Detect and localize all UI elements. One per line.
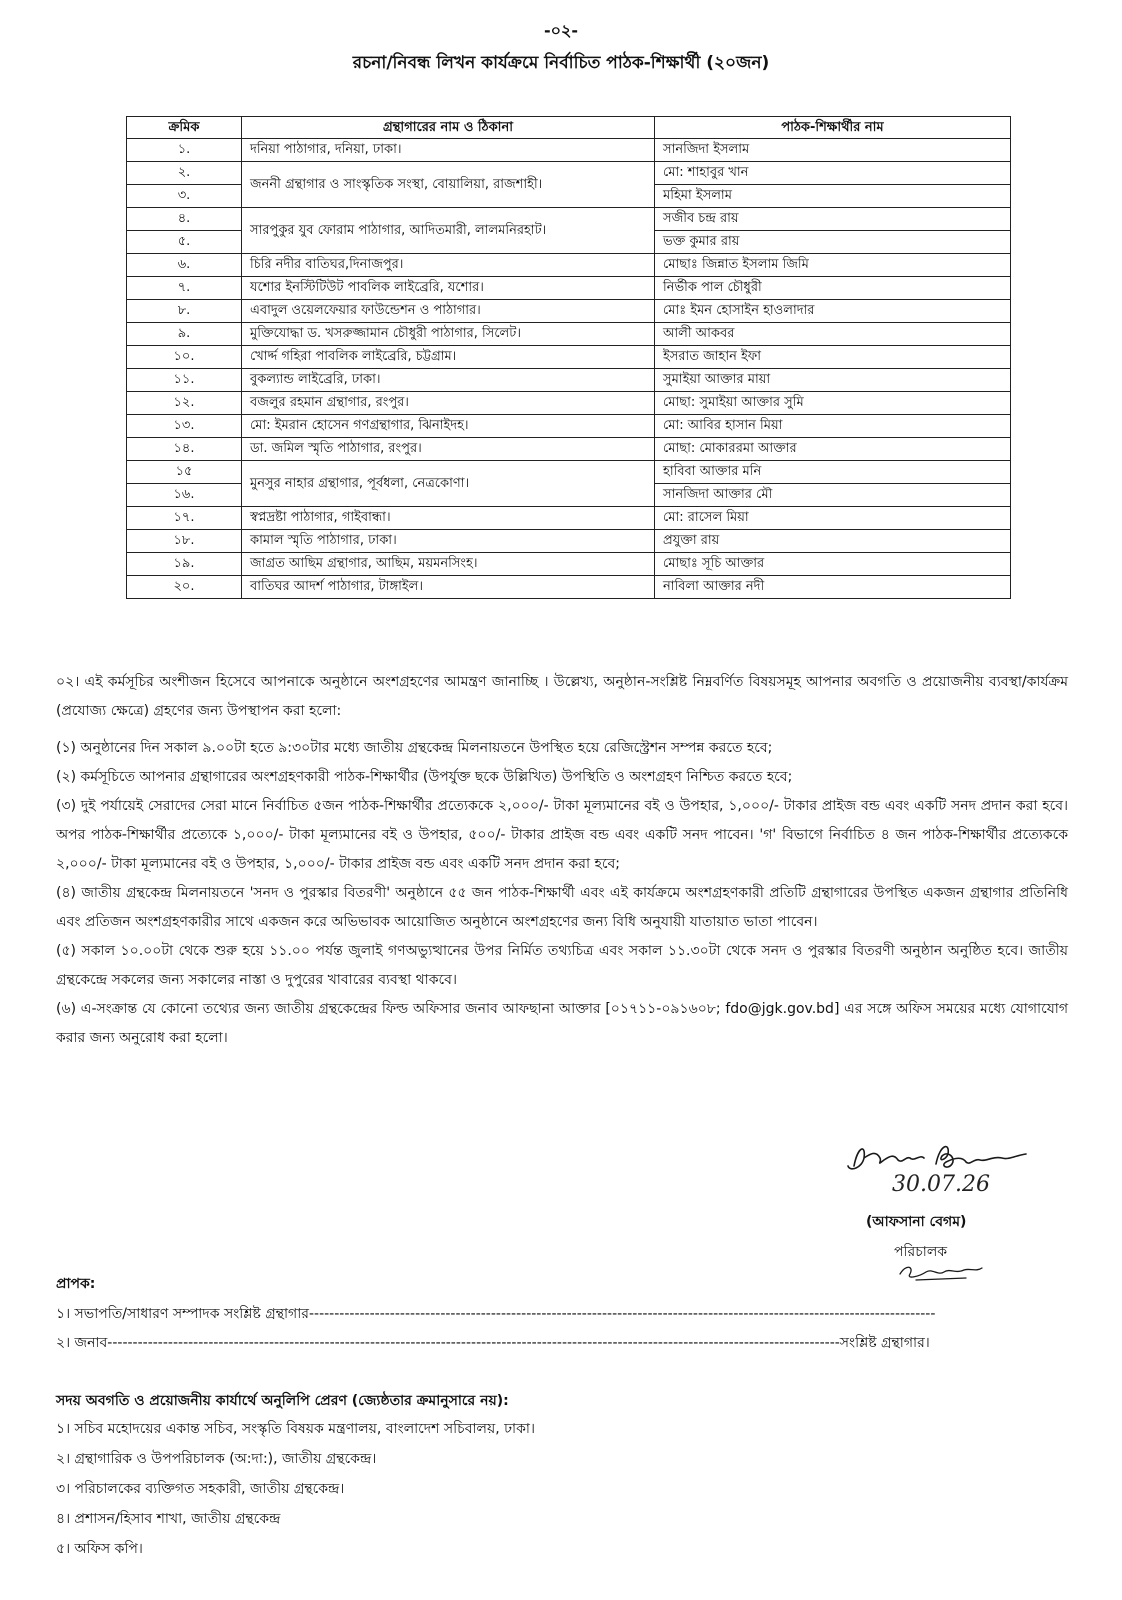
column-header-student: পাঠক-শিক্ষার্থীর নাম: [655, 117, 1011, 139]
table-row: [127, 576, 1011, 599]
student-cell: ইসরাত জাহান ইফা: [655, 346, 1011, 369]
library-cell: চিরি নদীর বাতিঘর,দিনাজপুর।: [242, 254, 655, 277]
student-cell: মোছাঃ সূচি আক্তার: [655, 553, 1011, 576]
signatory-name: (আফসানা বেগম): [866, 1214, 967, 1230]
student-cell: নাবিলা আক্তার নদী: [655, 576, 1011, 599]
library-cell: মুক্তিযোদ্ধা ড. খসরুজ্জামান চৌধুরী পাঠাগার, সিলেট।: [242, 323, 655, 346]
serial-cell: ১৭.: [127, 507, 242, 530]
list-item: ৩। পরিচালকের ব্যক্তিগত সহকারী, জাতীয় গ্রন্থকেন্দ্র।: [56, 1481, 345, 1497]
serial-cell: ১৬.: [127, 484, 242, 507]
table-row: [127, 323, 1011, 346]
table-row: [127, 392, 1011, 415]
library-cell: বুকল্যান্ড লাইব্রেরি, ঢাকা।: [242, 369, 655, 392]
student-cell: প্রযুক্তা রায়: [655, 530, 1011, 553]
serial-cell: ৯.: [127, 323, 242, 346]
initials-scribble: [896, 1260, 986, 1284]
table-row: [127, 300, 1011, 323]
library-cell: দনিয়া পাঠাগার, দনিয়া, ঢাকা।: [242, 139, 655, 162]
library-cell: যশোর ইনস্টিটিউট পাবলিক লাইব্রেরি, যশোর।: [242, 277, 655, 300]
library-cell: জননী গ্রন্থাগার ও সাংস্কৃতিক সংস্থা, বোয়ালিয়া, রাজশাহী।: [242, 162, 655, 208]
student-cell: মোছা: মোকাররমা আক্তার: [655, 438, 1011, 461]
serial-cell: ৬.: [127, 254, 242, 277]
table-row: [127, 346, 1011, 369]
recipient-line-2: ২। জনাব-------------------------------------------------------------------------------------------------------------------------------------------------সংশ্লিষ্ট গ্রন্থাগার।: [56, 1335, 930, 1351]
copy-distribution-list: [56, 1414, 535, 1564]
library-cell: মো: ইমরান হোসেন গণগ্রন্থাগার, ঝিনাইদহ।: [242, 415, 655, 438]
table-header-row: [127, 117, 1011, 139]
student-cell: হাবিবা আক্তার মনি: [655, 461, 1011, 484]
letter-body: [56, 668, 1068, 1053]
serial-cell: ২.: [127, 162, 242, 185]
serial-cell: ২০.: [127, 576, 242, 599]
paragraph-item-4: (৪) জাতীয় গ্রন্থকেন্দ্র মিলনায়তনে 'সনদ ও পুরস্কার বিতরণী' অনুষ্ঠানে ৫৫ জন পাঠক-শিক্ষার্থী এবং এই কার্যক্রমে অংশগ্রহণকারী প্রতিটি গ্রন্থাগারের উপস্থিত একজন গ্রন্থাগার প্রতিনিধি এবং প্রতিজন অংশগ্রহণকারীর সাথে একজন করে অভিভাবক আয়োজিত অনুষ্ঠানে অংশগ্রহণের জন্য বিধি অনুযায়ী যাতায়াত ভাতা পাবেন।: [56, 885, 1068, 930]
library-cell: কামাল স্মৃতি পাঠাগার, ঢাকা।: [242, 530, 655, 553]
library-cell: ডা. জমিল স্মৃতি পাঠাগার, রংপুর।: [242, 438, 655, 461]
serial-cell: ৮.: [127, 300, 242, 323]
library-cell: বাতিঘর আদর্শ পাঠাগার, টাঙ্গাইল।: [242, 576, 655, 599]
column-header-serial: ক্রমিক: [127, 117, 242, 139]
serial-cell: ১৯.: [127, 553, 242, 576]
signature-date: 30.07.26: [892, 1172, 990, 1197]
serial-cell: ৪.: [127, 208, 242, 231]
serial-cell: ১৪.: [127, 438, 242, 461]
paragraph-item-3: (৩) দুই পর্যায়েই সেরাদের সেরা মানে নির্বাচিত ৫জন পাঠক-শিক্ষার্থীর প্রত্যেককে ২,০০০/- টাকা মূল্যমানের বই ও উপহার, ১,০০০/- টাকার প্রাইজ বন্ড এবং একটি সনদ প্রদান করা হবে। অপর পাঠক-শিক্ষার্থীর প্রত্যেকে ১,০০০/- টাকা মূল্যমানের বই ও উপহার, ৫০০/- টাকার প্রাইজ বন্ড এবং একটি সনদ পাবেন। 'গ' বিভাগে নির্বাচিত ৪ জন পাঠক-শিক্ষার্থীর প্রত্যেককে ২,০০০/- টাকা মূল্যমানের বই ও উপহার, ১,০০০/- টাকার প্রাইজ বন্ড এবং একটি সনদ প্রদান করা হবে;: [56, 798, 1068, 872]
library-cell: মুনসুর নাহার গ্রন্থাগার, পূর্বধলা, নেত্রকোণা।: [242, 461, 655, 507]
paragraph-item-6: (৬) এ-সংক্রান্ত যে কোনো তথ্যের জন্য জাতীয় গ্রন্থকেন্দ্রের ফিল্ড অফিসার জনাব আফছানা আক্তার [০১৭১১-০৯১৬০৮; fdo@jgk.gov.bd] এর সঙ্গে অফিস সময়ের মধ্যে যোগাযোগ করার জন্য অনুরোধ করা হলো।: [56, 1001, 1068, 1046]
paragraph-item-1: (১) অনুষ্ঠানের দিন সকাল ৯.০০টা হতে ৯:৩০টার মধ্যে জাতীয় গ্রন্থকেন্দ্র মিলনায়তনে উপস্থিত হয়ে রেজিস্ট্রেশন সম্পন্ন করতে হবে;: [56, 740, 773, 756]
serial-cell: ১৮.: [127, 530, 242, 553]
paragraph-item-2: (২) কর্মসূচিতে আপনার গ্রন্থাগারের অংশগ্রহণকারী পাঠক-শিক্ষার্থীর (উপর্যুক্ত ছকে উল্লিখিত) উপস্থিতি ও অংশগ্রহণ নিশ্চিত করতে হবে;: [56, 769, 793, 785]
library-cell: স্বপ্নদ্রষ্টা পাঠাগার, গাইবান্ধা।: [242, 507, 655, 530]
serial-cell: ১.: [127, 139, 242, 162]
library-cell: বজলুর রহমান গ্রন্থাগার, রংপুর।: [242, 392, 655, 415]
list-item: ২। গ্রন্থাগারিক ও উপপরিচালক (অ:দা:), জাতীয় গ্রন্থকেন্দ্র।: [56, 1451, 377, 1467]
table-row: [127, 461, 1011, 484]
list-item: ১। সচিব মহোদয়ের একান্ত সচিব, সংস্কৃতি বিষয়ক মন্ত্রণালয়, বাংলাদেশ সচিবালয়, ঢাকা।: [56, 1421, 535, 1437]
signature-block: [836, 1136, 1036, 1296]
recipients-heading: প্রাপক:: [56, 1276, 96, 1292]
student-cell: নির্ভীক পাল চৌধুরী: [655, 277, 1011, 300]
serial-cell: ৭.: [127, 277, 242, 300]
table-row: [127, 369, 1011, 392]
student-cell: আলী আকবর: [655, 323, 1011, 346]
student-cell: মোঃ ইমন হোসাইন হাওলাদার: [655, 300, 1011, 323]
column-header-library: গ্রন্থাগারের নাম ও ঠিকানা: [242, 117, 655, 139]
paragraph-invitation: ০২। এই কর্মসূচির অংশীজন হিসেবে আপনাকে অনুষ্ঠানে অংশগ্রহণের আমন্ত্রণ জানাচ্ছি । উল্লেখ্য, অনুষ্ঠান-সংশ্লিষ্ট নিম্নবর্ণিত বিষয়সমূহ আপনার অবগতি ও প্রয়োজনীয় ব্যবস্থা/কার্যক্রম (প্রযোজ্য ক্ষেত্রে) গ্রহণের জন্য উপস্থাপন করা হলো:: [56, 674, 1068, 719]
table-row: [127, 208, 1011, 231]
serial-cell: ১৫: [127, 461, 242, 484]
student-cell: মো: রাসেল মিয়া: [655, 507, 1011, 530]
page-number: -০২-: [543, 21, 579, 40]
signatory-designation: পরিচালক: [894, 1244, 948, 1260]
table-row: [127, 438, 1011, 461]
student-cell: মো: আবির হাসান মিয়া: [655, 415, 1011, 438]
student-cell: মোছা: সুমাইয়া আক্তার সুমি: [655, 392, 1011, 415]
list-item: ৪। প্রশাসন/হিসাব শাখা, জাতীয় গ্রন্থকেন্দ্র: [56, 1511, 281, 1527]
serial-cell: ১০.: [127, 346, 242, 369]
table-row: [127, 254, 1011, 277]
serial-cell: ১২.: [127, 392, 242, 415]
student-cell: মো: শাহাবুর খান: [655, 162, 1011, 185]
library-cell: সারপুকুর যুব ফোরাম পাঠাগার, আদিতমারী, লালমনিরহাট।: [242, 208, 655, 254]
student-cell: সুমাইয়া আক্তার মায়া: [655, 369, 1011, 392]
student-cell: সানজিদা আক্তার মৌ: [655, 484, 1011, 507]
student-cell: সজীব চন্দ্র রায়: [655, 208, 1011, 231]
library-cell: এবাদুল ওয়েলফেয়ার ফাউন্ডেশন ও পাঠাগার।: [242, 300, 655, 323]
table-row: [127, 277, 1011, 300]
table-row: [127, 139, 1011, 162]
copy-distribution-heading: সদয় অবগতি ও প্রয়োজনীয় কার্যার্থে অনুলিপি প্রেরণ (জ্যেষ্ঠতার ক্রমানুসারে নয়):: [56, 1393, 509, 1409]
serial-cell: ৫.: [127, 231, 242, 254]
library-cell: খোর্দ্দ গহিরা পাবলিক লাইব্রেরি, চট্টগ্রাম।: [242, 346, 655, 369]
serial-cell: ১৩.: [127, 415, 242, 438]
student-cell: ভক্ত কুমার রায়: [655, 231, 1011, 254]
library-cell: জাগ্রত আছিম গ্রন্থাগার, আছিম, ময়মনসিংহ।: [242, 553, 655, 576]
document-title: রচনা/নিবন্ধ লিখন কার্যক্রমে নির্বাচিত পাঠক-শিক্ষার্থী (২০জন): [352, 53, 770, 73]
student-cell: মোছাঃ জিন্নাত ইসলাম জিমি: [655, 254, 1011, 277]
serial-cell: ১১.: [127, 369, 242, 392]
table-row: [127, 553, 1011, 576]
recipient-line-1: ১। সভাপতি/সাধারণ সম্পাদক সংশ্লিষ্ট গ্রন্থাগার----------------------------------------------------------------------------------------------------------------------------: [56, 1306, 936, 1322]
paragraph-item-5: (৫) সকাল ১০.০০টা থেকে শুরু হয়ে ১১.০০ পর্যন্ত জুলাই গণঅভ্যুত্থানের উপর নির্মিত তথ্যচিত্র এবং সকাল ১১.৩০টা থেকে সনদ ও পুরস্কার বিতরণী অনুষ্ঠান অনুষ্ঠিত হবে। জাতীয় গ্রন্থকেন্দ্রে সকলের জন্য সকালের নাস্তা ও দুপুরের খাবারের ব্যবস্থা থাকবে।: [56, 943, 1068, 988]
table-row: [127, 162, 1011, 185]
list-item: ৫। অফিস কপি।: [56, 1541, 143, 1557]
selected-students-table: [126, 116, 1011, 599]
student-cell: মহিমা ইসলাম: [655, 185, 1011, 208]
table-row: [127, 530, 1011, 553]
student-cell: সানজিদা ইসলাম: [655, 139, 1011, 162]
table-row: [127, 507, 1011, 530]
table-row: [127, 415, 1011, 438]
serial-cell: ৩.: [127, 185, 242, 208]
